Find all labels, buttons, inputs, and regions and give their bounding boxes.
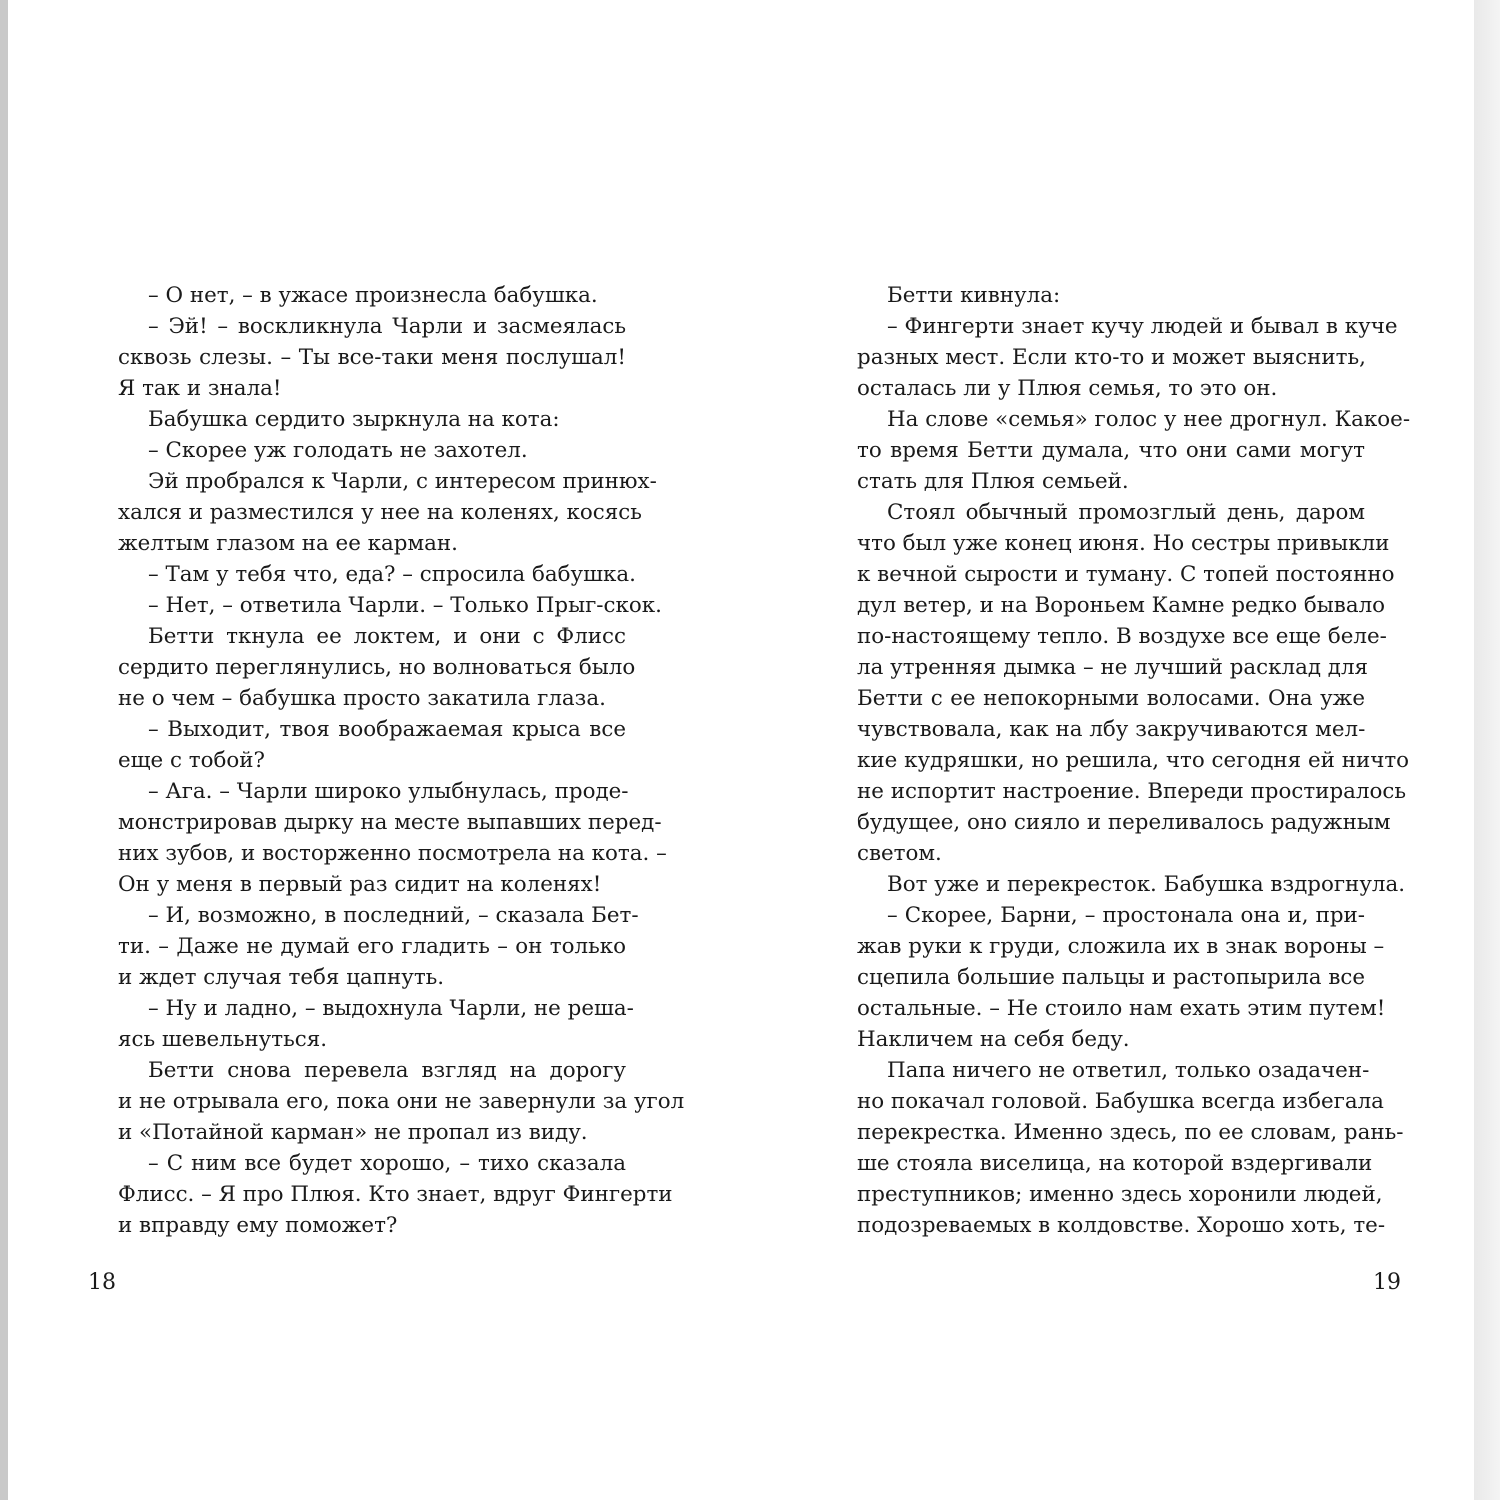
text-line: кие кудряшки, но решила, что сегодня ей ничто bbox=[857, 748, 1410, 773]
text-line: светом. bbox=[857, 841, 942, 866]
text-line: ше стояла виселица, на которой вздергивали bbox=[857, 1151, 1373, 1176]
text-line: – Ага. – Чарли широко улыбнулась, проде- bbox=[148, 779, 629, 804]
text-line: желтым глазом на ее карман. bbox=[118, 531, 458, 556]
text-line: Стоял обычный промозглый день, даром bbox=[887, 500, 1365, 525]
text-line: Бабушка сердито зыркнула на кота: bbox=[148, 407, 560, 432]
text-line: На слове «семья» голос у нее дрогнул. Какое- bbox=[887, 407, 1411, 432]
left-page-text bbox=[118, 280, 685, 1241]
text-line: не о чем – бабушка просто закатила глаза. bbox=[118, 686, 606, 711]
text-line: ти. – Даже не думай его гладить – он только bbox=[118, 934, 626, 959]
text-line: – Скорее уж голодать не захотел. bbox=[148, 438, 528, 463]
text-line: чувствовала, как на лбу закручиваются мел- bbox=[857, 717, 1366, 742]
text-line: ясь шевельнуться. bbox=[118, 1027, 327, 1052]
text-line: Он у меня в первый раз сидит на коленях! bbox=[118, 872, 602, 897]
text-line: Я так и знала! bbox=[118, 376, 282, 401]
text-line: и «Потайной карман» не пропал из виду. bbox=[118, 1120, 588, 1145]
text-line: сердито переглянулись, но волноваться было bbox=[118, 655, 636, 680]
text-line: Бетти ткнула ее локтем, и они с Флисс bbox=[148, 624, 626, 649]
text-line: по-настоящему тепло. В воздухе все еще беле- bbox=[857, 624, 1387, 649]
text-line: – О нет, – в ужасе произнесла бабушка. bbox=[148, 283, 598, 308]
text-line: – Ну и ладно, – выдохнула Чарли, не реша- bbox=[148, 996, 634, 1021]
page-number-left: 18 bbox=[88, 1270, 116, 1295]
text-line: еще с тобой? bbox=[118, 748, 265, 773]
right-page-text bbox=[857, 280, 1411, 1241]
text-line: и не отрывала его, пока они не завернули за угол bbox=[118, 1089, 685, 1114]
text-line: ла утренняя дымка – не лучший расклад для bbox=[857, 655, 1369, 680]
text-line: Накличем на себя беду. bbox=[857, 1027, 1130, 1052]
text-line: что был уже конец июня. Но сестры привыкли bbox=[857, 531, 1390, 556]
text-line: перекрестка. Именно здесь, по ее словам, рань- bbox=[857, 1120, 1404, 1145]
text-line: – С ним все будет хорошо, – тихо сказала bbox=[148, 1151, 626, 1176]
text-line: подозреваемых в колдовстве. Хорошо хоть, те- bbox=[857, 1213, 1386, 1238]
text-line: Папа ничего не ответил, только озадачен- bbox=[887, 1058, 1370, 1083]
text-line: и ждет случая тебя цапнуть. bbox=[118, 965, 445, 990]
text-line: Бетти снова перевела взгляд на дорогу bbox=[148, 1058, 626, 1083]
page-edge-right bbox=[1474, 0, 1500, 1500]
text-line: хался и разместился у нее на коленях, косясь bbox=[118, 500, 642, 525]
text-line: жав руки к груди, сложила их в знак вороны – bbox=[857, 934, 1385, 959]
text-line: – Выходит, твоя воображаемая крыса все bbox=[148, 717, 626, 742]
text-line: осталась ли у Плюя семья, то это он. bbox=[857, 376, 1278, 401]
text-line: не испортит настроение. Впереди простиралось bbox=[857, 779, 1406, 804]
text-line: монстрировав дырку на месте выпавших перед- bbox=[118, 810, 662, 835]
text-line: то время Бетти думала, что они сами могут bbox=[857, 438, 1365, 463]
page-edge-left bbox=[0, 0, 8, 1500]
text-line: к вечной сырости и туману. С топей постоянно bbox=[857, 562, 1395, 587]
text-line: но покачал головой. Бабушка всегда избегала bbox=[857, 1089, 1384, 1114]
text-line: будущее, оно сияло и переливалось радужным bbox=[857, 810, 1391, 835]
text-line: дул ветер, и на Вороньем Камне редко бывало bbox=[857, 593, 1386, 618]
text-line: – Скорее, Барни, – простонала она и, при- bbox=[887, 903, 1365, 928]
text-line: сквозь слезы. – Ты все-таки меня послушал! bbox=[118, 345, 626, 370]
text-line: Бетти с ее непокорными волосами. Она уже bbox=[857, 686, 1365, 711]
text-line: и вправду ему поможет? bbox=[118, 1213, 398, 1238]
text-line: Бетти кивнула: bbox=[887, 283, 1061, 308]
text-line: стать для Плюя семьей. bbox=[857, 469, 1129, 494]
text-line: остальные. – Не стоило нам ехать этим путем! bbox=[857, 996, 1386, 1021]
text-line: разных мест. Если кто-то и может выяснить, bbox=[857, 345, 1366, 370]
page-number-right: 19 bbox=[1373, 1270, 1401, 1295]
text-line: них зубов, и восторженно посмотрела на кота. – bbox=[118, 841, 667, 866]
text-line: – Эй! – воскликнула Чарли и засмеялась bbox=[148, 314, 626, 339]
text-line: Эй пробрался к Чарли, с интересом принюх- bbox=[148, 469, 657, 494]
text-line: преступников; именно здесь хоронили людей, bbox=[857, 1182, 1383, 1207]
text-line: – И, возможно, в последний, – сказала Бет- bbox=[148, 903, 639, 928]
text-line: – Нет, – ответила Чарли. – Только Прыг-скок. bbox=[148, 593, 662, 618]
text-line: – Фингерти знает кучу людей и бывал в куче bbox=[887, 314, 1398, 339]
text-line: – Там у тебя что, еда? – спросила бабушка. bbox=[148, 562, 636, 587]
text-line: Вот уже и перекресток. Бабушка вздрогнула. bbox=[887, 872, 1406, 897]
text-line: сцепила большие пальцы и растопырила все bbox=[857, 965, 1365, 990]
text-line: Флисс. – Я про Плюя. Кто знает, вдруг Фингерти bbox=[118, 1182, 673, 1207]
